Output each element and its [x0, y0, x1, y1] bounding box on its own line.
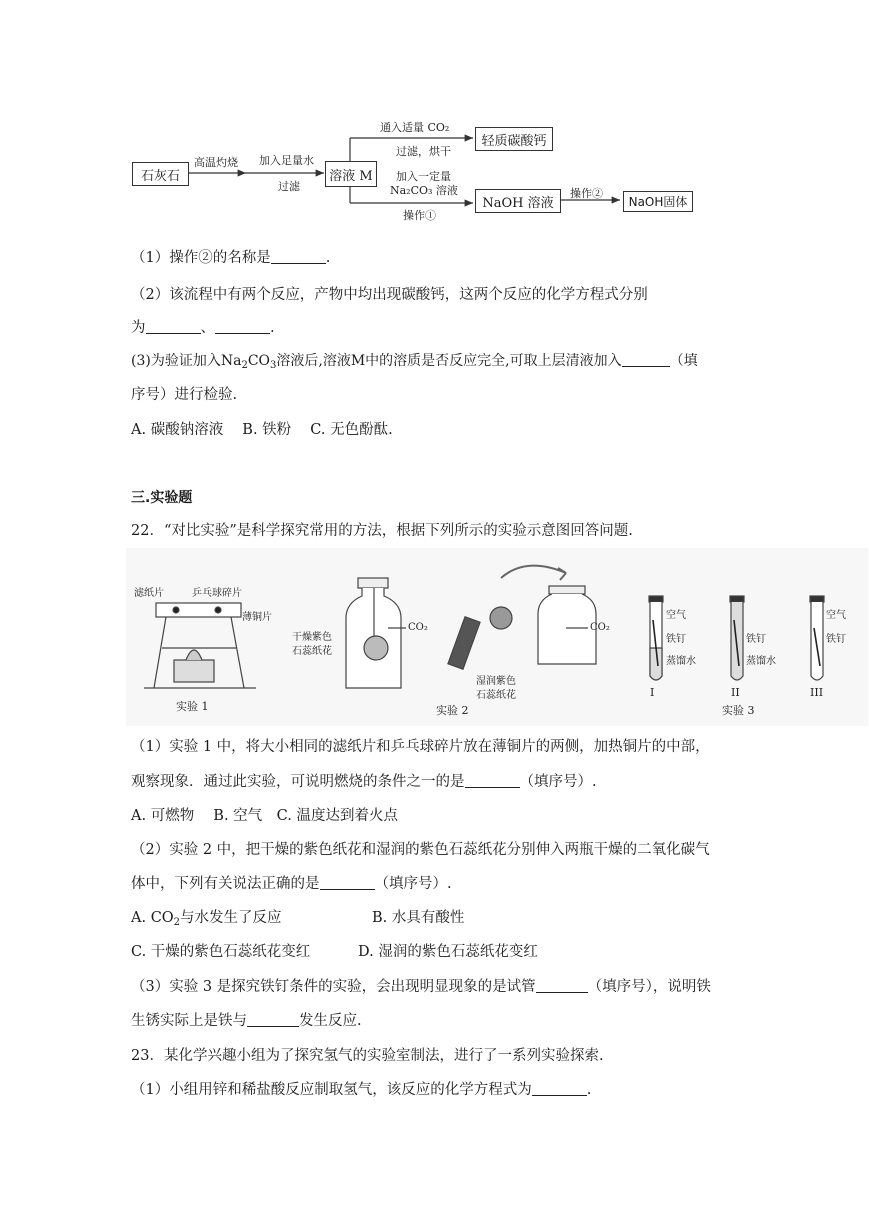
e3-nail-label-2: 铁钉 — [746, 634, 766, 645]
experiment2-bottle-wet — [538, 586, 596, 664]
e3-air-label-3: 空气 — [826, 610, 846, 621]
label-co2-in: 通入适量 CO₂ — [380, 121, 450, 134]
e3-tube-1-label: I — [650, 686, 655, 699]
e2-caption: 实验 2 — [436, 704, 469, 717]
e1-caption: 实验 1 — [176, 700, 209, 713]
e3-water-label-2: 蒸馏水 — [746, 656, 776, 667]
flow-diagram — [128, 105, 708, 240]
q21-p3-line2: 序号）进行检验. — [131, 387, 238, 403]
e2-wet-label-1: 湿润紫色 — [476, 676, 516, 687]
e1-copper-label: 薄铜片 — [242, 612, 272, 623]
experiment1-apparatus — [144, 603, 256, 688]
box-limestone: 石灰石 — [132, 162, 189, 186]
q22-p1-line2: 观察现象．通过此实验，可说明燃烧的条件之一的是 （填序号）. — [131, 774, 597, 790]
e2-dry-label-1: 干燥紫色 — [292, 632, 332, 643]
q21-p3-line1: (3)为验证加入$Na_2CO_3$溶液后,溶液M中的溶质是否反应完全,可取上层清液加入 （填 — [131, 353, 698, 371]
e3-air-label: 空气 — [666, 610, 686, 621]
box-solution-m: 溶液 M — [325, 161, 377, 187]
q21-p1: （1）操作②的名称是 . — [131, 250, 331, 266]
q21-options: A. 碳酸钠溶液 B. 铁粉 C. 无色酚酞. — [131, 422, 393, 438]
q22-option-d: D. 湿润的紫色石蕊纸花变红 — [358, 944, 538, 960]
answer-blank — [247, 1012, 299, 1027]
q22-intro: 22．“对比实验”是科学探究常用的方法，根据下列所示的实验示意图回答问题. — [131, 523, 633, 539]
answer-blank — [271, 249, 326, 264]
e1-filter-label: 滤纸片 — [134, 588, 164, 599]
q21-p2-line1: （2）该流程中有两个反应，产物中均出现碳酸钙，这两个反应的化学方程式分别 — [131, 287, 648, 303]
q22-option-c: C. 干燥的紫色石蕊纸花变红 — [131, 944, 311, 960]
label-add-na2co3-1: 加入一定量 — [396, 170, 451, 183]
e3-nail-label-3: 铁钉 — [826, 634, 846, 645]
label-add-na2co3-2: Na₂CO₃ 溶液 — [390, 184, 458, 197]
e2-wet-label-2: 石蕊纸花 — [476, 690, 516, 701]
answer-blank — [536, 978, 588, 993]
e3-nail-label: 铁钉 — [666, 634, 686, 645]
q22-p1-line1: （1）实验 1 中，将大小相同的滤纸片和乒乓球碎片放在薄铜片的两侧，加热铜片的中部， — [131, 739, 710, 755]
q22-p2-line1: （2）实验 2 中，把干燥的紫色纸花和湿润的紫色石蕊纸花分别伸入两瓶干燥的二氧化碳气 — [131, 842, 710, 858]
e3-water-label: 蒸馏水 — [666, 656, 696, 667]
label-op1: 操作① — [403, 209, 436, 222]
experiment2-bottle-dry — [346, 578, 406, 688]
label-add-water: 加入足量水 — [259, 154, 314, 167]
label-calcine: 高温灼烧 — [194, 156, 238, 169]
label-filter: 过滤 — [278, 180, 300, 193]
e3-caption: 实验 3 — [722, 704, 755, 717]
answer-blank — [146, 319, 201, 334]
e3-tube-3-label: III — [810, 686, 824, 699]
q23-p1: （1）小组用锌和稀盐酸反应制取氢气，该反应的化学方程式为 . — [131, 1082, 592, 1098]
answer-blank — [622, 352, 670, 367]
e1-pingpong-label: 乒乓球碎片 — [192, 588, 242, 599]
q22-option-a: A. $CO_2$与水发生了反应 — [131, 910, 282, 928]
e2-dry-label-2: 石蕊纸花 — [292, 646, 332, 657]
label-filter-dry: 过滤，烘干 — [396, 145, 451, 158]
answer-blank — [532, 1081, 587, 1096]
e2-co2-label-2: CO₂ — [590, 622, 610, 633]
q23-intro: 23．某化学兴趣小组为了探究氢气的实验室制法，进行了一系列实验探索. — [131, 1048, 604, 1064]
q22-p1-options: A. 可燃物 B. 空气 C. 温度达到着火点 — [131, 808, 398, 824]
label-op2: 操作② — [570, 187, 603, 200]
experiment-figure — [126, 548, 868, 726]
q22-p3-line2: 生锈实际上是铁与 发生反应. — [131, 1013, 362, 1029]
e3-tube-2-label: II — [731, 686, 740, 699]
answer-blank — [465, 773, 520, 788]
box-naoh-solution: NaOH 溶液 — [475, 189, 561, 213]
q22-p3-line1: （3）实验 3 是探究铁钉条件的实验，会出现明显现象的是试管 （填序号），说明铁 — [131, 979, 711, 995]
q22-p2-line2: 体中，下列有关说法正确的是 （填序号）. — [131, 876, 452, 892]
answer-blank — [320, 875, 375, 890]
answer-blank — [215, 319, 270, 334]
box-naoh-solid: NaOH固体 — [623, 191, 693, 212]
section-title: 三.实验题 — [131, 490, 193, 506]
box-light-caco3: 轻质碳酸钙 — [475, 127, 553, 151]
q21-p2-line2: 为 、 . — [131, 320, 275, 336]
q22-option-b: B. 水具有酸性 — [372, 910, 465, 926]
e2-co2-label-1: CO₂ — [408, 622, 428, 633]
